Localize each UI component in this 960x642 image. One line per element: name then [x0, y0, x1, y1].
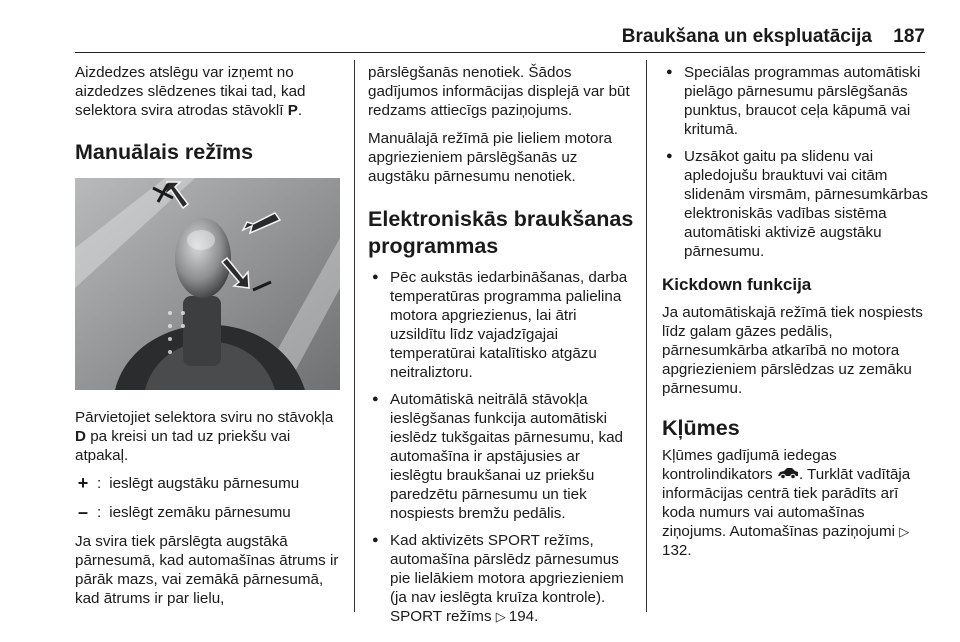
list-item: ● Pēc aukstās iedarbināšanas, darba temperatūras programma palielina motora apgriezienus, lai ātri uzsildītu līdz vajadzīgajai temperatūrai katalītisko atgāzu neitraliztoru. — [368, 268, 636, 382]
minus-symbol: – — [77, 502, 88, 522]
manual-mode-heading: Manuālais režīms — [75, 140, 254, 164]
list-item: ● Automātiskā neitrālā stāvokļa ieslēgšanas funkcija automātiski ieslēdz tukšgaitas pārnesumu, kad automašīna ir apstājusies ar ieslēgtu braukšanai uz priekšu paredzētu pārnesumu un tiek nospiests bremžu pedālis. — [368, 390, 636, 523]
car-warning-icon — [777, 465, 799, 484]
header-rule — [75, 52, 925, 53]
column-2 — [368, 63, 636, 634]
list-item: ● Speciālas programmas automātiski pielāgo pārnesumu pārslēgšanās punktus, braucot ceļa kāpumā vai kritumā. — [662, 63, 930, 139]
kickdown-paragraph: Ja automātiskajā režīmā tiek nospiests līdz galam gāzes pedālis, pārnesumkārba atkarībā no motora apgriezieniem pārslēdzas uz zemāku pārnesumu. — [662, 304, 923, 397]
column-divider-1 — [354, 60, 355, 612]
column-1 — [75, 63, 347, 617]
downshift-row: – : ieslēgt zemāku pārnesumu — [75, 503, 347, 522]
list-item: ● Kad aktivizēts SPORT režīms, automašīna pārslēdz pārnesumus pie lielākiem motora apgriezieniem (ja nav ieslēgta kruīza kontrole). SPORT režīms ▷ 194. — [368, 531, 636, 626]
column-divider-2 — [646, 60, 647, 612]
no-shift-paragraph: pārslēgšanās nenotiek. Šādos gadījumos informācijas displejā var būt redzams attiecīgs paziņojums. — [368, 64, 630, 119]
manual-high-rpm-paragraph: Manuālajā režīmā pie lieliem motora apgriezieniem pārslēgšanās uz augstāku pārnesumu nenotiek. — [368, 130, 612, 185]
faults-heading: Kļūmes — [662, 416, 740, 440]
faults-paragraph: Kļūmes gadījumā iedegas kontrolindikators . Turklāt vadītāja informācijas centrā tiek parādīts arī koda numurs vai automašīnas ziņojums. Automašīnas paziņojumi ▷132. — [662, 447, 911, 560]
selector-instruction: Pārvietojiet selektora sviru no stāvokļa D pa kreisi un tad uz priekšu vai atpakaļ. — [75, 409, 334, 464]
page-reference-icon: ▷ — [899, 524, 910, 540]
upshift-text: ieslēgt augstāku pārnesumu — [109, 475, 300, 492]
plus-symbol: + — [77, 473, 89, 493]
downshift-text: ieslēgt zemāku pārnesumu — [109, 504, 291, 521]
list-item: ● Uzsākot gaitu pa slidenu vai apledojušu brauktuvi vai citām slidenām virsmām, pārnesumkārbas elektroniskās vadības sistēma automātiski aktivizē augstāku pārnesumu. — [662, 147, 930, 261]
upshift-row: + : ieslēgt augstāku pārnesumu — [75, 474, 347, 493]
kickdown-heading: Kickdown funkcija — [662, 275, 812, 294]
gear-selector-photo — [75, 178, 340, 390]
intro-paragraph: Aizdedzes atslēgu var izņemt no aizdedzes slēdzenes tikai tad, kad selektora svira atrodas stāvoklī P. — [75, 64, 306, 119]
page-reference[interactable]: 194. — [508, 608, 539, 625]
page-reference[interactable]: 132. — [662, 542, 692, 560]
electronic-programs-heading: Elektroniskās braukšanas programmas — [368, 207, 634, 258]
page-reference-icon: ▷ — [495, 609, 506, 624]
programs-list — [368, 268, 636, 626]
column-3 — [662, 63, 930, 569]
running-header-title: Braukšana un ekspluatācija — [621, 26, 872, 47]
page-number: 187 — [893, 26, 925, 47]
shift-limit-paragraph: Ja svira tiek pārslēgta augstākā pārnesumā, kad automašīnas ātrums ir pārāk mazs, vai zemākā pārnesumā, kad ātrums ir par lielu, — [75, 533, 339, 607]
programs-list-continued — [662, 63, 930, 261]
